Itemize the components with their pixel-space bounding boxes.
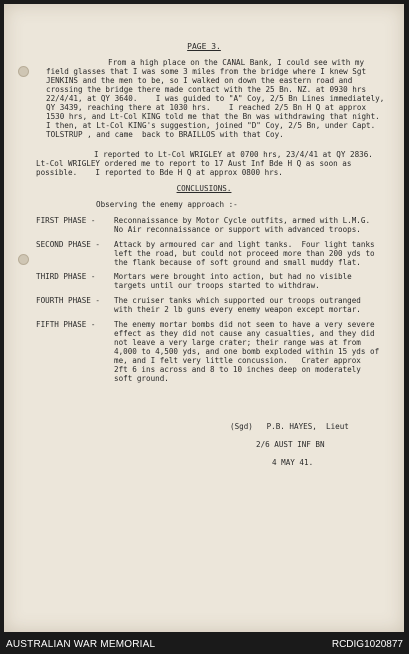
- text-line: QY 3439, reaching there at 1030 hrs. I reached 2/5 Bn H Q at approx: [46, 103, 367, 112]
- text-line: possible. I reported to Bde H Q at approx 0800 hrs.: [36, 168, 283, 177]
- signature-unit: 2/6 AUST INF BN: [256, 440, 325, 449]
- text-line: 1530 hrs, and Lt-Col KING told me that the Bn was withdrawing that night.: [46, 112, 380, 121]
- text-line: The cruiser tanks which supported our troops outranged: [114, 296, 361, 305]
- text-line: crossing the bridge there made contact with the 25 Bn. NZ. at 0930 hrs: [46, 85, 367, 94]
- text-line: Lt-Col WRIGLEY ordered me to report to 17 Aust Inf Bde H Q as soon as: [36, 159, 352, 168]
- text-line: the flank because of soft ground and small muddy flat.: [114, 258, 361, 267]
- footer-id: RCDIG1020877: [331, 639, 403, 650]
- phase-label: THIRD PHASE -: [36, 272, 96, 281]
- text-line: me, and I felt very little concussion. Crater approx: [114, 356, 361, 365]
- text-line: effect as they did not cause any casualties, and they did: [114, 329, 375, 338]
- text-line: 22/4/41, at QY 3640. I was guided to "A" Coy, 2/5 Bn Lines immediately,: [46, 94, 385, 103]
- text-line: not leave a very large crater; their range was at from: [114, 338, 361, 347]
- text-line: Attack by armoured car and light tanks. Four light tanks: [114, 240, 375, 249]
- text-line: left the road, but could not proceed more than 200 yds to: [114, 249, 375, 258]
- text-line: The enemy mortar bombs did not seem to have a very severe: [114, 320, 375, 329]
- phase-label: FOURTH PHASE -: [36, 296, 101, 305]
- text-line: targets until our troops started to withdraw.: [114, 281, 320, 290]
- text-line: I then, at Lt-Col KING's suggestion, joined "D" Coy, 2/5 Bn, under Capt.: [46, 121, 376, 130]
- text-line: soft ground.: [114, 374, 169, 383]
- text-line: JENKINS and the men to be, so I walked on down the eastern road and: [46, 76, 353, 85]
- text-line: 2ft 6 ins across and 8 to 10 inches deep on moderately: [114, 365, 361, 374]
- footer-source: AUSTRALIAN WAR MEMORIAL: [6, 639, 156, 650]
- text-line: Mortars were brought into action, but had no visible: [114, 272, 352, 281]
- text-line: From a high place on the CANAL Bank, I could see with my: [108, 58, 365, 67]
- text-line: No Air reconnaissance or support with advanced troops.: [114, 225, 361, 234]
- phase-label: SECOND PHASE -: [36, 240, 101, 249]
- page-title: PAGE 3.: [187, 42, 221, 51]
- observing-line: Observing the enemy approach :-: [96, 200, 238, 209]
- punch-hole: [18, 66, 29, 77]
- phase-label: FIFTH PHASE -: [36, 320, 96, 329]
- document-page: [4, 4, 404, 632]
- text-line: with their 2 lb guns every enemy weapon except mortar.: [114, 305, 361, 314]
- text-line: I reported to Lt-Col WRIGLEY at 0700 hrs, 23/4/41 at QY 2836.: [94, 150, 373, 159]
- text-line: Reconnaissance by Motor Cycle outfits, armed with L.M.G.: [114, 216, 371, 225]
- archive-footer: [0, 634, 409, 654]
- signature-date: 4 MAY 41.: [272, 458, 314, 467]
- text-line: 4,000 to 4,500 yds, and one bomb exploded within 15 yds of: [114, 347, 380, 356]
- punch-hole: [18, 254, 29, 265]
- text-line: field glasses that I was some 3 miles from the bridge where I knew Sgt: [46, 67, 367, 76]
- conclusions-heading: CONCLUSIONS.: [176, 184, 232, 193]
- phase-label: FIRST PHASE -: [36, 216, 96, 225]
- signature-name: (Sgd) P.B. HAYES, Lieut: [230, 422, 349, 431]
- text-line: TOLSTRUP , and came back to BRAILLOS with that Coy.: [46, 130, 284, 139]
